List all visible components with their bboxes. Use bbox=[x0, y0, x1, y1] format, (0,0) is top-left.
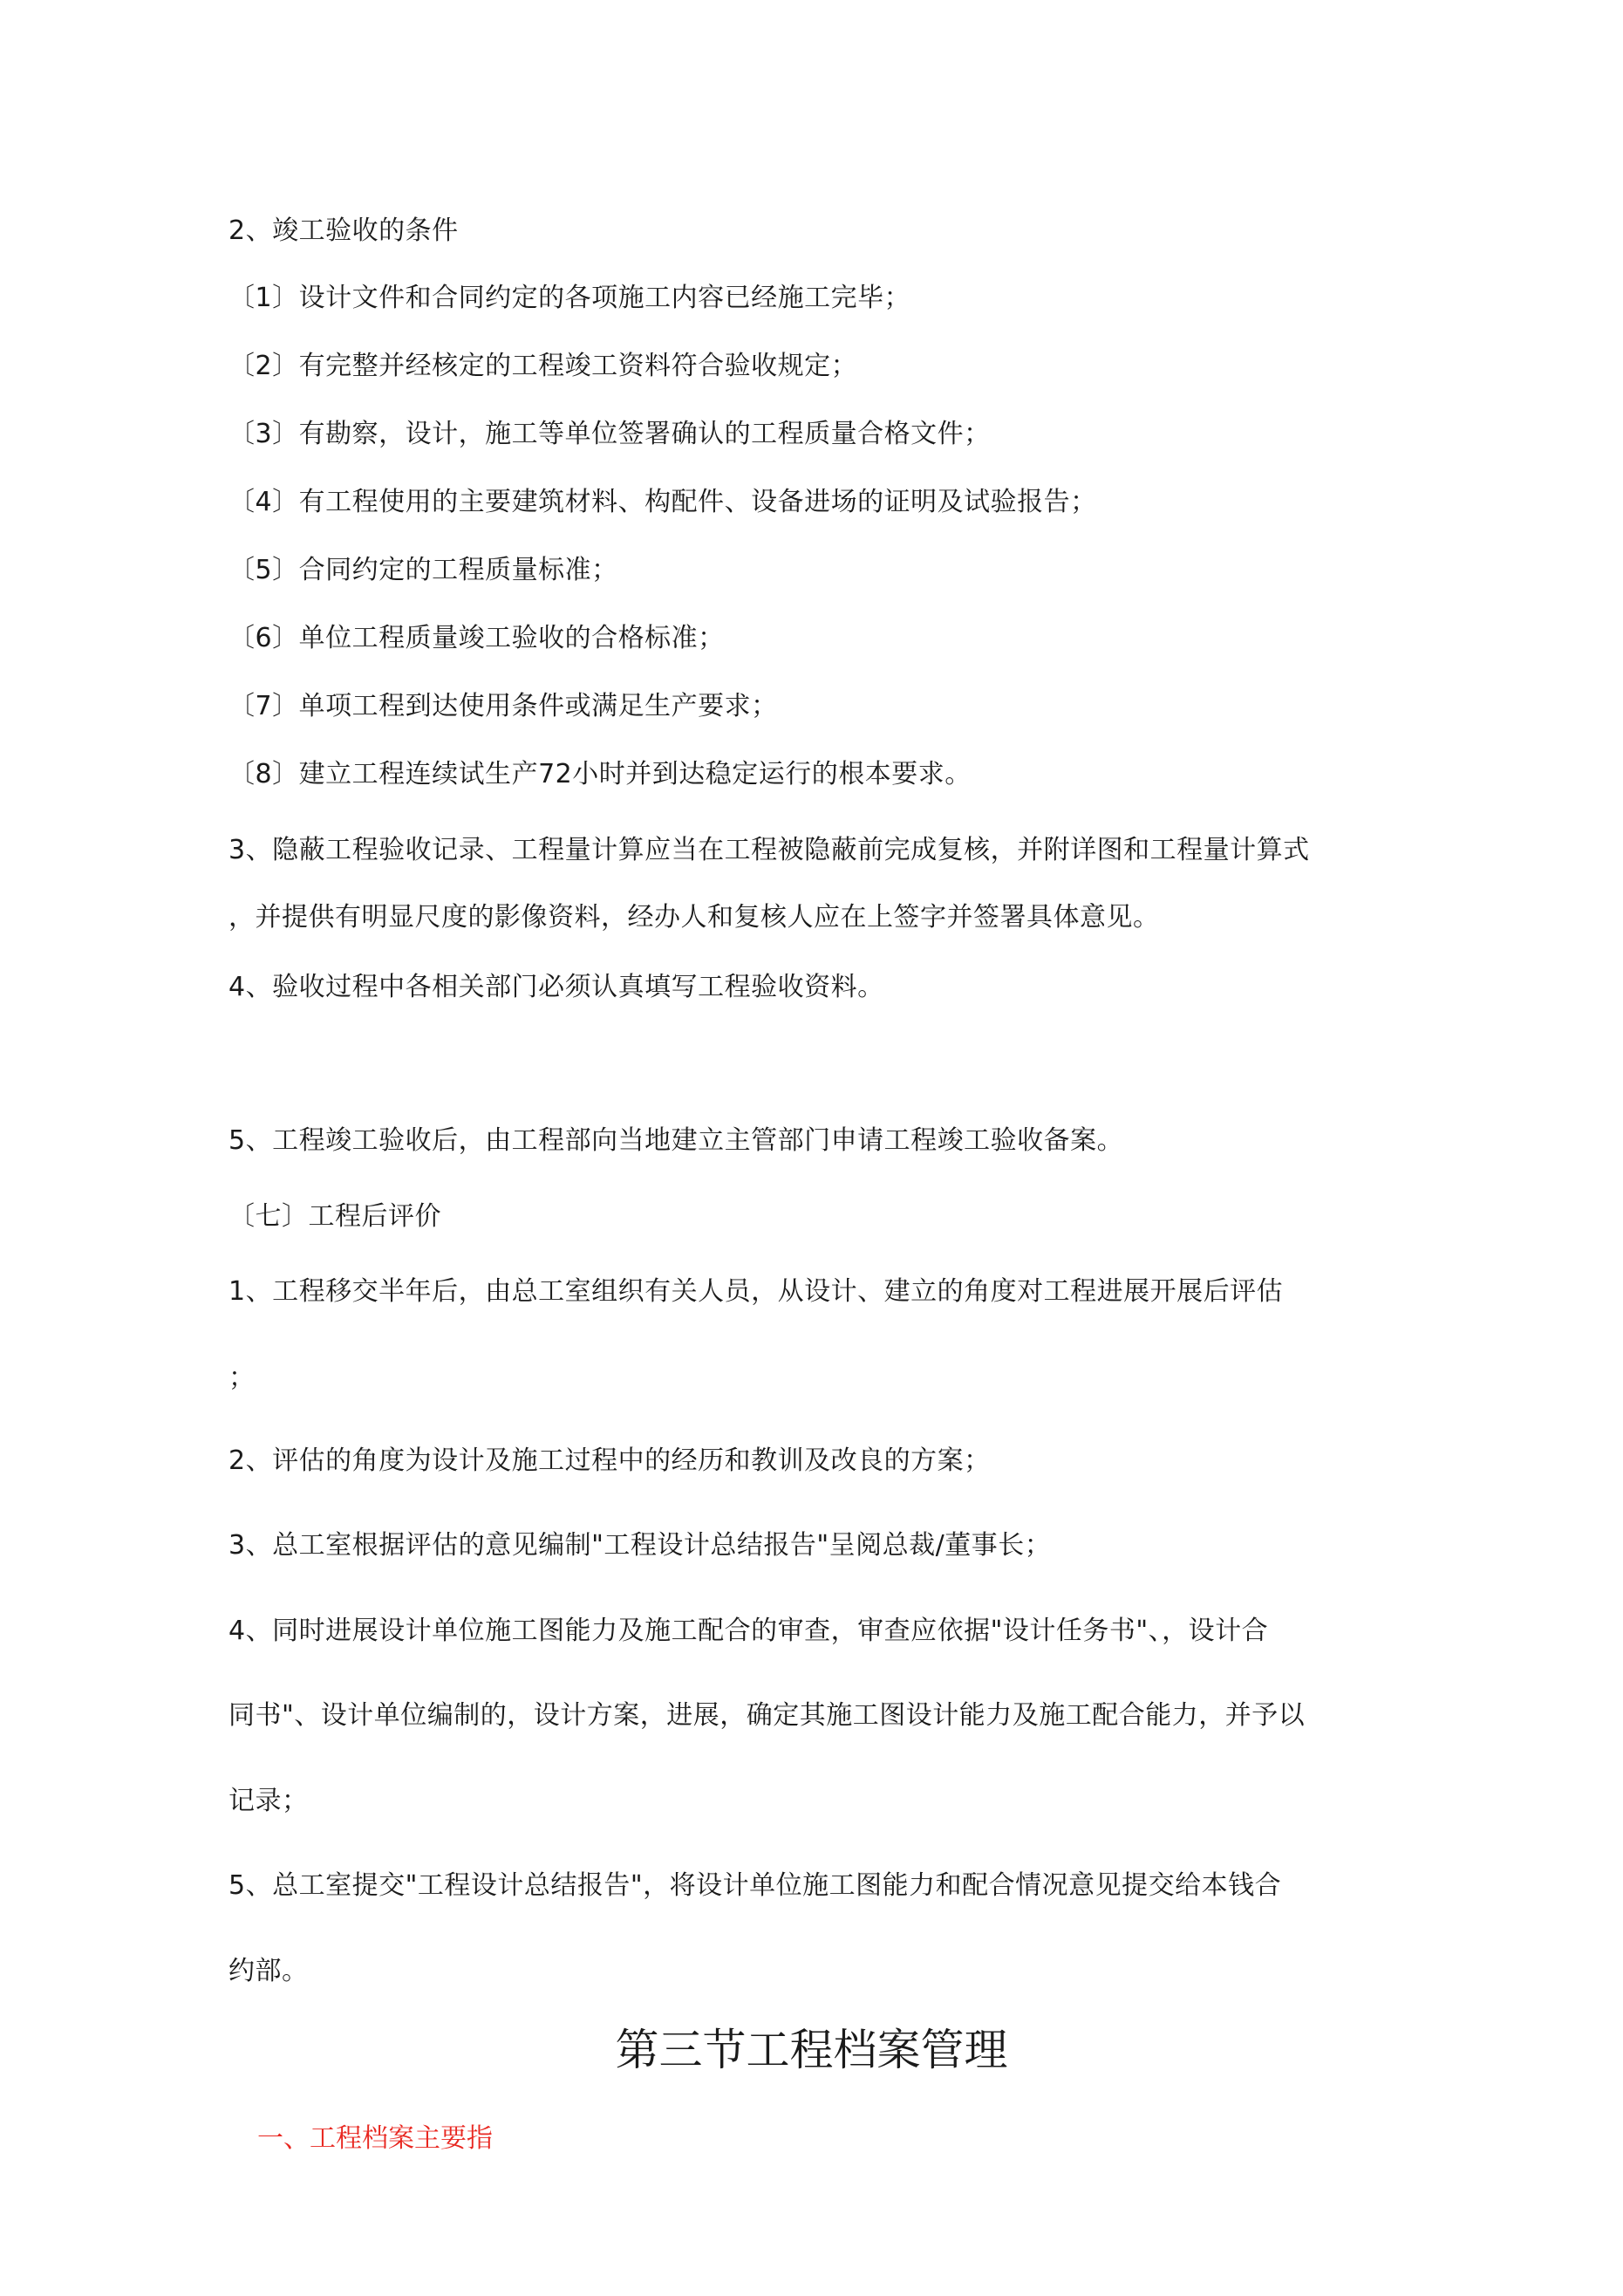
text-line: 同书"、设计单位编制的，设计方案，进展，确定其施工图设计能力及施工配合能力，并予以 bbox=[228, 1700, 1306, 1731]
text-line: 〔5〕合同约定的工程质量标准； bbox=[228, 555, 618, 585]
text-line: ； bbox=[228, 1363, 256, 1393]
text-line: 3、总工室根据评估的意见编制"工程设计总结报告"呈阅总裁/董事长； bbox=[228, 1530, 1052, 1561]
text-line: 〔7〕单项工程到达使用条件或满足生产要求； bbox=[228, 691, 778, 721]
text-line: 约部。 bbox=[228, 1956, 309, 1986]
text-line: 〔4〕有工程使用的主要建筑材料、构配件、设备进场的证明及试验报告； bbox=[228, 487, 1097, 517]
text-line: 〔8〕建立工程连续试生产72小时并到达稳定运行的根本要求。 bbox=[228, 759, 972, 789]
text-line: 5、总工室提交"工程设计总结报告"，将设计单位施工图能力和配合情况意见提交给本钱合 bbox=[228, 1870, 1282, 1901]
text-line: 〔1〕设计文件和合同约定的各项施工内容已经施工完毕； bbox=[228, 283, 911, 313]
text-line: 2、竣工验收的条件 bbox=[228, 215, 459, 246]
text-line: 〔3〕有勘察，设计，施工等单位签署确认的工程质量合格文件； bbox=[228, 419, 991, 449]
text-line: 〔七〕工程后评价 bbox=[228, 1201, 441, 1232]
text-line: 4、验收过程中各相关部门必须认真填写工程验收资料。 bbox=[228, 972, 884, 1002]
text-line: 2、评估的角度为设计及施工过程中的经历和教训及改良的方案； bbox=[228, 1445, 991, 1476]
text-line: 1、工程移交半年后，由总工室组织有关人员，从设计、建立的角度对工程进展开展后评估 bbox=[228, 1276, 1284, 1307]
section-title: 第三节工程档案管理 bbox=[615, 2025, 1008, 2075]
text-line: 〔2〕有完整并经核定的工程竣工资料符合验收规定； bbox=[228, 351, 858, 381]
text-line: 记录； bbox=[228, 1786, 309, 1816]
text-line: 3、隐蔽工程验收记录、工程量计算应当在工程被隐蔽前完成复核，并附详图和工程量计算式 bbox=[228, 835, 1310, 865]
text-line: 〔6〕单位工程质量竣工验收的合格标准； bbox=[228, 623, 725, 653]
subsection-title: 一、工程档案主要指 bbox=[257, 2123, 493, 2154]
text-line: 5、工程竣工验收后，由工程部向当地建立主管部门申请工程竣工验收备案。 bbox=[228, 1125, 1124, 1156]
text-line: 4、同时进展设计单位施工图能力及施工配合的审查，审查应依据"设计任务书"、，设计合 bbox=[228, 1616, 1269, 1646]
text-line: ，并提供有明显尺度的影像资料，经办人和复核人应在上签字并签署具体意见。 bbox=[228, 902, 1160, 933]
